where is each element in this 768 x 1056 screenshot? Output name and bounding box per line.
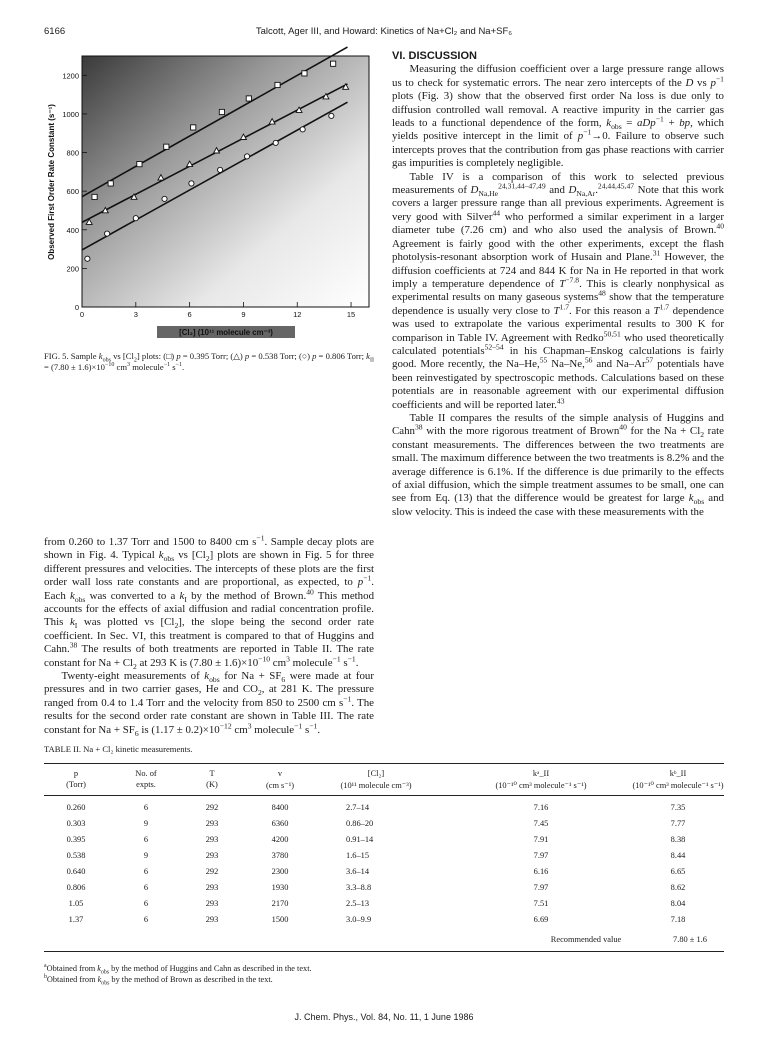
table-cell: 0.395 (66, 835, 86, 844)
table-cell: 7.16 (533, 803, 549, 812)
table-cell: 9 (143, 851, 149, 860)
table-cell: 2.7–14 (346, 803, 370, 812)
y-tick-label: 0 (74, 303, 79, 312)
column-header-top: p (73, 769, 79, 778)
column-header-bottom: expts. (136, 780, 156, 789)
page-footer: J. Chem. Phys., Vol. 84, No. 11, 1 June 1986 (294, 1012, 474, 1022)
recommended-value: 7.80 ± 1.6 (673, 935, 707, 944)
table-cell: 3.3–8.8 (346, 883, 372, 892)
table-cell: 6 (143, 899, 149, 908)
table-cell: 293 (205, 915, 219, 924)
series-3-circle-point (105, 231, 110, 236)
table-cell: 292 (205, 803, 219, 812)
y-tick-label: 200 (66, 264, 79, 274)
table-title: TABLE II. Na + Cl₂ kinetic measurements. (44, 744, 193, 754)
column-header-top: No. of (135, 769, 157, 778)
table-cell: 7.97 (533, 883, 549, 892)
column-header-bottom: (K) (206, 780, 218, 789)
table-rule-top (44, 763, 724, 764)
table-cell: 6 (143, 883, 149, 892)
table-cell: 6 (143, 835, 149, 844)
page-header (44, 26, 724, 40)
table-cell: 7.45 (533, 819, 549, 828)
table-cell: 6360 (271, 819, 289, 828)
series-1-square-point (108, 181, 113, 186)
table-cell: 8.04 (670, 899, 686, 908)
table-cell: 6 (143, 915, 149, 924)
series-3-circle-point (133, 216, 138, 221)
series-3-circle-point (329, 113, 334, 118)
running-title: Talcott, Ager III, and Howard: Kinetics of Na+Cl₂ and Na+SF₆ (255, 26, 513, 37)
table-cell: 293 (205, 835, 219, 844)
table-cell: 8400 (271, 803, 289, 812)
table-cell: 1.37 (68, 915, 84, 924)
column-header-bottom: (cm s⁻¹) (265, 781, 295, 790)
table-cell: 6.16 (533, 867, 549, 876)
table-cell: 8.62 (670, 883, 686, 892)
table-cell: 0.640 (66, 867, 86, 876)
figure-5-chart (44, 46, 374, 346)
table-cell: 2.5–13 (346, 899, 370, 908)
paragraph: from 0.260 to 1.37 Torr and 1500 to 8400 cm $s^{-1}$. Sample decay plots are shown in Fig. 4. Typical $k_{obs}$ vs $[Cl_2]$ plots are shown in Fig. 5 for three different pressures and velocities. The intercepts of these plots are the first order wall loss rate constants and are proportional, as expected, to $p^{-1}$. Each $k_{obs}$ was converted to a $k_I$ by the method of Brown.$^{40}$ This method accounts for the effects of axial diffusion and radial concentration profile. This $k_I$ was plotted vs $[Cl_2]$, the slope being the second order rate coefficient. In Sec. VI, this treatment is compared to that of Huggins and Cahn.$^{38}$ The results of both treatments are reported in Table II. The rate constant for $Na + Cl_2$ at 293 K is $(7.80 \pm 1.6)\times 10^{-10}$ $cm^3$ molecule$^{-1}$ $s^{-1}$. (44, 533, 375, 671)
series-1-square-point (246, 96, 251, 101)
table-cell: 1930 (271, 883, 289, 892)
column-header-bottom: (Torr) (66, 780, 86, 789)
x-tick-label: 6 (187, 310, 192, 319)
table-cell: 3780 (271, 851, 289, 860)
series-3-circle-point (300, 127, 305, 132)
series-1-square-point (275, 82, 280, 87)
table-cell: 0.303 (66, 819, 86, 828)
column-header-top: kᵃ_II (532, 769, 550, 778)
table-cell: 2300 (271, 867, 289, 876)
column-header-bottom: (10⁻¹⁰ cm³ molecule⁻¹ s⁻¹) (495, 781, 587, 790)
series-1-square-point (219, 109, 224, 114)
table-cell: 1.05 (68, 899, 84, 908)
table-cell: 1500 (271, 915, 289, 924)
series-1-square-point (302, 71, 307, 76)
series-3-circle-point (244, 154, 249, 159)
table-cell: 292 (205, 867, 219, 876)
table-cell: 6.65 (670, 867, 686, 876)
table-cell: 3.0–9.9 (346, 915, 372, 924)
table-cell: 6 (143, 803, 149, 812)
column-header-bottom: (10⁻¹⁰ cm³ molecule⁻¹ s⁻¹) (632, 781, 724, 790)
table-cell: 293 (205, 883, 219, 892)
series-3-circle-point (85, 256, 90, 261)
x-tick-label: 15 (346, 310, 356, 319)
table-cell: 1.6–15 (346, 851, 370, 860)
y-tick-label: 1000 (62, 109, 79, 119)
series-3-circle-point (218, 167, 223, 172)
table-cell: 4200 (271, 835, 289, 844)
series-1-square-point (164, 144, 169, 149)
section-heading: VI. DISCUSSION (392, 50, 477, 62)
y-axis-label: Observed First Order Rate Constant (s⁻¹) (47, 104, 56, 260)
x-tick-label: 0 (79, 310, 85, 319)
table-cell: 3.6–14 (346, 867, 370, 876)
table-cell: 7.97 (533, 851, 549, 860)
table-cell: 0.260 (66, 803, 86, 812)
paragraph: Measuring the diffusion coefficient over a large pressure range allows us to check for systematic errors. The near zero intercepts of the D vs $p^{-1}$ plots (Fig. 3) show that the observed first order Na loss is due only to diffusion controlled wall removal. A reactive impurity in the carrier gas leads to a functional dependence of the form, $k_{obs} = aDp^{-1}$ + bp, which yields positive intercept in the limit of $p^{-1}\to 0$. Failure to observe such intercepts proves that the contribution from gas phase reactions with carrier gas impurities is completely negligible. (392, 63, 725, 170)
series-1-square-point (137, 162, 142, 167)
paragraph: Table II compares the results of the simple analysis of Huggins and Cahn$^{38}$ with the more rigorous treatment of Brown$^{40}$ for the $Na + Cl_2$ rate constant measurements. The differences between the two treatments are small. The maximum difference between the two treatments is 8.2% and the average difference is 6.1%. If the difference is due primarily to the effects of axial diffusion, which the simple treatment assumes to be small, one can see from Eq. (13) that the difference would be greatest for large $k_{obs}$ and slow velocity. This is indeed the case with these measurements with the (392, 411, 725, 518)
y-tick-label: 800 (66, 148, 79, 158)
paragraph: Table IV is a comparison of this work to selected previous measurements of $D_{Na,He}^{24,31,44-47,49}$ and $D_{Na,Ar}.^{24,44,45,47}$ Note that this work covers a larger pressure range than all previous experiments. Agreement is very good with Silver$^{44}$ who performed a similar experiment in a larger diameter tube (7.26 cm) and who also used the analysis of Brown.$^{40}$ Agreement is fairly good with the other experiments, except the flash photolysis-resonant absorption work of Husain and Plane.$^{31}$ However, the diffusion coefficients at 724 and 844 K for Na in He reported in that work imply a temperature dependence of $T^{-7.8}$. This is clearly nonphysical as experimental results on many gaseous systems$^{48}$ show that the temperature dependence is usually very close to $T^{1.7}$. For this reason a $T^{1.7}$ dependence was used to extrapolate the various experimental results to 300 K for comparison in Table IV. Agreement with Redko$^{50,51}$ who used theoretically calculated potentials$^{52-54}$ in his Chapman–Enskog calculations is fairly good. More recently, the Na–He,$^{55}$ Na–Ne,$^{56}$ and Na–Ar$^{57}$ potentials have been reinvestigated by spectroscopic methods. Calculations based on these potentials are in reasonable agreement with our experimental diffusion coefficients and will be reported later.$^{43}$ (392, 170, 724, 411)
table-footnotes (44, 963, 312, 985)
right-column-text (392, 50, 724, 519)
table-cell: 7.77 (670, 819, 686, 828)
x-tick-label: 12 (293, 310, 302, 319)
recommended-label: Recommended value (550, 935, 622, 944)
table-cell: 7.51 (533, 899, 549, 908)
table-cell: 6 (143, 867, 149, 876)
column-header-top: v (277, 769, 283, 778)
table-cell: 0.538 (66, 851, 86, 860)
table-cell: 7.35 (670, 803, 686, 812)
x-axis-label: [Cl₂] (10¹¹ molecule cm⁻³) (179, 328, 273, 337)
table-cell: 7.18 (670, 915, 686, 924)
page-number: 6166 (44, 26, 66, 37)
column-header-top: T (209, 769, 215, 778)
table-cell: 7.91 (533, 835, 549, 844)
footnote-b: $^b$Obtained from $k_{obs}$ by the method of Brown as described in the text. (44, 974, 273, 987)
table-cell: 2170 (271, 899, 289, 908)
series-1-square-point (331, 61, 336, 66)
column-header-top: kᵇ_II (669, 769, 687, 778)
y-tick-label: 600 (66, 187, 79, 197)
table-cell: 0.91–14 (346, 835, 374, 844)
series-3-circle-point (189, 181, 194, 186)
y-tick-label: 400 (66, 225, 79, 235)
table-cell: 293 (205, 899, 219, 908)
series-1-square-point (191, 125, 196, 130)
table-cell: 0.86–20 (346, 819, 374, 828)
table-rule-mid (44, 795, 724, 796)
table-cell: 8.44 (670, 851, 686, 860)
table-cell: 6.69 (533, 915, 549, 924)
table-cell: 293 (205, 819, 219, 828)
series-3-circle-point (162, 196, 167, 201)
footnote-a: $^a$Obtained from $k_{obs}$ by the method of Huggins and Cahn as described in the text. (44, 963, 312, 976)
series-1-square-point (92, 194, 97, 199)
left-column-text (44, 533, 375, 738)
table-cell: 293 (205, 851, 219, 860)
series-3-circle-point (273, 140, 278, 145)
figure-5-caption: FIG. 5. Sample $k_{obs}$ vs $[Cl_2]$ plots: (□) p = 0.395 Torr; (△) p = 0.538 Torr; (○) p = 0.806 Torr; $k_{II} = (7.80 \pm 1.6)\times 10^{-10}$ $cm^3$ molecule$^{-1}$ $s^{-1}$. (44, 351, 374, 372)
x-tick-label: 9 (241, 310, 246, 319)
x-tick-label: 3 (133, 310, 138, 319)
paragraph: Twenty-eight measurements of $k_{obs}$ for $Na + SF_6$ were made at four pressures and in two carrier gases, He and $CO_2$, at 281 K. The pressure ranged from 0.4 to 1.4 Torr and the velocity from 850 to 2500 cm $s^{-1}$. The results for the second order rate constant are shown in Table III. The rate constant for $Na + SF_6$ is $(1.17 \pm 0.2)\times 10^{-12}$ $cm^3$ molecule$^{-1}$ $s^{-1}$. (44, 670, 374, 738)
column-header-bottom: (10¹¹ molecule cm⁻³) (340, 781, 412, 790)
y-tick-label: 1200 (62, 71, 79, 81)
table-rule-bottom (44, 951, 724, 952)
table-cell: 0.806 (66, 883, 86, 892)
table-cell: 9 (143, 819, 149, 828)
table-cell: 8.38 (670, 835, 686, 844)
column-header-top: [Cl₂] (367, 769, 385, 778)
